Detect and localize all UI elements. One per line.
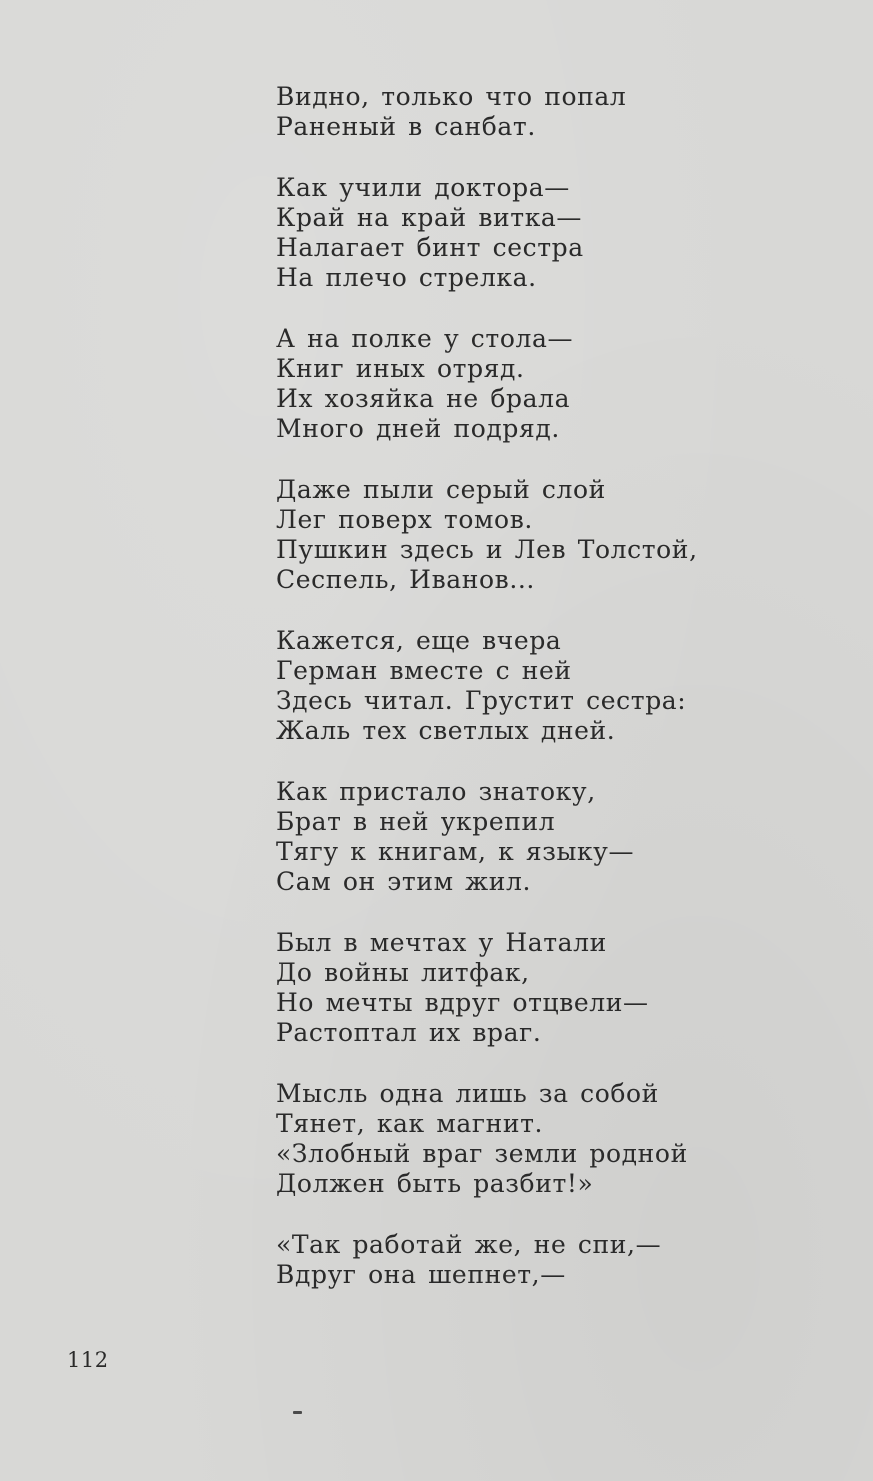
poem-text (276, 82, 836, 1290)
poem-line: Вдруг она шепнет,— (276, 1259, 566, 1289)
stanza (276, 1230, 836, 1290)
stanza (276, 475, 836, 596)
page-number: 112 (67, 1348, 109, 1372)
poem-line: Кажется, еще вчера (276, 625, 562, 655)
poem-line: Но мечты вдруг отцвели— (276, 988, 649, 1017)
poem-line: Здесь читал. Грустит сестра: (276, 686, 687, 715)
print-speck (293, 1411, 302, 1414)
poem-line: Налагает бинт сестра (276, 233, 584, 262)
stanza (276, 324, 836, 445)
poem-line: Сеспель, Иванов... (276, 565, 535, 595)
poem-line: Тянет, как магнит. (276, 1108, 544, 1138)
stanza (276, 1079, 836, 1200)
poem-line: Тягу к книгам, к языку— (276, 837, 635, 866)
stanza (276, 777, 836, 898)
poem-line: А на полке у стола— (276, 323, 574, 353)
poem-line: Мысль одна лишь за собой (276, 1078, 659, 1108)
poem-line: Сам он этим жил. (276, 867, 532, 897)
poem-line: «Злобный враг земли родной (276, 1139, 688, 1168)
poem-line: Должен быть разбит!» (276, 1169, 594, 1199)
poem-line: Даже пыли серый слой (276, 474, 606, 504)
poem-line: Герман вместе с ней (276, 655, 572, 685)
poem-line: Видно, только что попал (276, 82, 627, 111)
poem-line: Книг иных отряд. (276, 353, 525, 383)
stanza (276, 928, 836, 1049)
stanza (276, 173, 836, 294)
poem-line: Жаль тех светлых дней. (276, 716, 616, 746)
poem-line: «Так работай же, не спи,— (276, 1229, 662, 1259)
poem-line: Край на край витка— (276, 202, 583, 232)
poem-line: На плечо стрелка. (276, 263, 537, 293)
stanza (276, 626, 836, 747)
stanza (276, 82, 836, 142)
poem-line: Лег поверх томов. (276, 504, 533, 534)
poem-line: До войны литфак, (276, 957, 530, 987)
poem-line: Раненый в санбат. (276, 112, 536, 142)
poem-line: Брат в ней укрепил (276, 806, 556, 836)
poem-line: Их хозяйка не брала (276, 384, 571, 413)
poem-line: Как учили доктора— (276, 172, 570, 202)
poem-line: Как пристало знатоку, (276, 776, 596, 806)
poem-line: Растоптал их враг. (276, 1018, 542, 1048)
poem-line: Много дней подряд. (276, 414, 560, 444)
poem-line: Пушкин здесь и Лев Толстой, (276, 535, 698, 564)
poem-line: Был в мечтах у Натали (276, 927, 607, 957)
